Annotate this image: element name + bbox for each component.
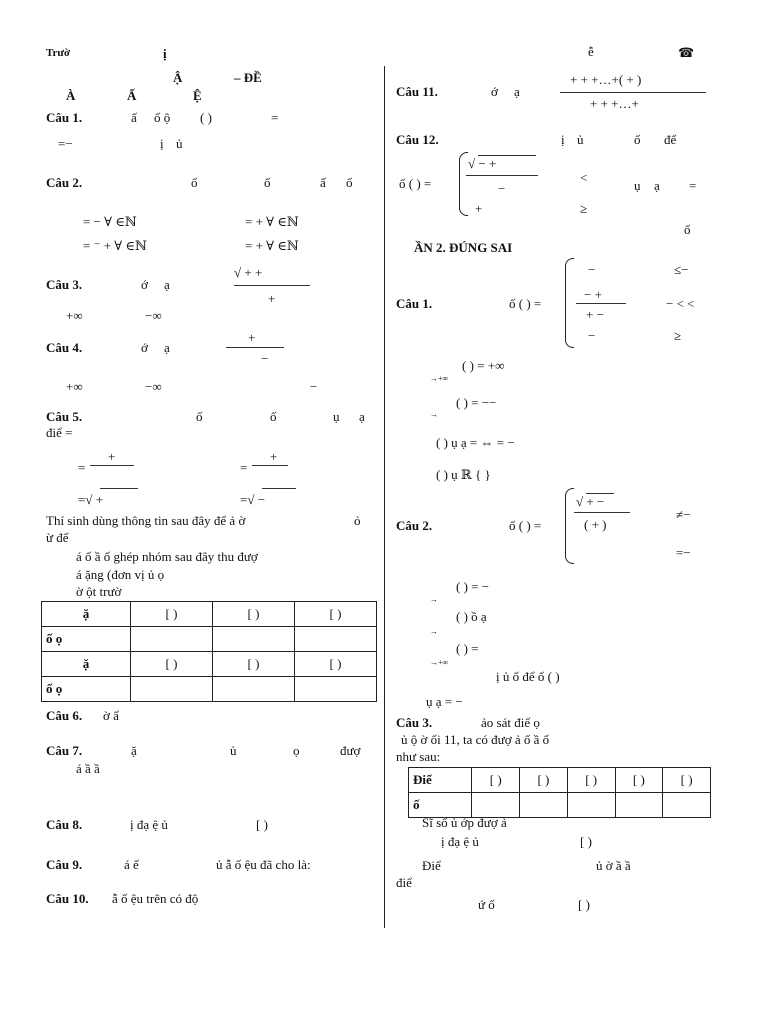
- header-right-text: ễ: [588, 44, 594, 59]
- question-6-label: Câu 6.: [46, 708, 83, 723]
- q10-text: ẫ ố ệu trên có độ: [112, 891, 199, 906]
- q7-text-3: ọ: [293, 743, 300, 758]
- value-cell: [131, 677, 213, 702]
- info-line-5: ờ ột trườ: [76, 584, 122, 599]
- question-5-label: Câu 5.: [46, 409, 83, 424]
- q5-option-a-equals: =: [78, 460, 86, 475]
- q12-case-1-radical: [478, 155, 536, 156]
- q4-fraction-denominator: −: [261, 351, 269, 366]
- q11-text-1: ớ: [491, 84, 498, 99]
- interval-cell: [ ): [213, 652, 295, 677]
- p2-case-1-denominator: ( + ): [584, 517, 607, 532]
- part2-question-3-label: Câu 3.: [396, 715, 433, 730]
- q2-option-b: = + ∀ ∈ℕ: [245, 214, 299, 229]
- q12-condition-2: ≥: [580, 201, 588, 216]
- p1-case-2-numerator: − +: [584, 287, 602, 302]
- p1-statement-b-subscript: →: [430, 410, 438, 419]
- q2-option-c: = ⁻ + ∀ ∈ℕ: [83, 238, 147, 253]
- table-row: [42, 677, 377, 702]
- q7-line2: á ầ ầ: [76, 761, 100, 776]
- value-cell: [615, 793, 663, 818]
- q5-text-1: ố: [196, 409, 203, 424]
- q1-line2-b: ị: [160, 136, 164, 151]
- q5-option-a-bar: [90, 465, 134, 466]
- column-divider: [384, 66, 385, 928]
- q11-fraction-numerator: + + +…+( + ): [570, 72, 642, 87]
- q4-text-1: ớ: [141, 340, 148, 355]
- q5-option-c-radical: [100, 488, 138, 489]
- interval-cell: [ ): [520, 768, 568, 793]
- interval-cell: [ ): [615, 768, 663, 793]
- q12-case-1-bar: [466, 175, 538, 176]
- p1-case-1: −: [588, 262, 596, 277]
- p1-case-1-condition: ≤−: [674, 262, 689, 277]
- q2-option-d: = + ∀ ∈ℕ: [245, 238, 299, 253]
- title-part-e: Ệ: [193, 88, 202, 103]
- q12-text-8: ố: [684, 222, 691, 237]
- q9-text-2: ủ ẫ ố ệu đã cho là:: [216, 857, 311, 872]
- q7-text-4: đượ: [340, 743, 361, 758]
- p3-statement-c: Điể: [422, 858, 441, 873]
- p3-statement-d-interval: [ ): [578, 897, 590, 912]
- p2-statement-c-subscript: →+∞: [430, 658, 449, 667]
- question-2-label: Câu 2.: [46, 175, 83, 190]
- p1-case-2-denominator: + −: [586, 307, 604, 322]
- q12-case-2: +: [475, 201, 483, 216]
- question-7-label: Câu 7.: [46, 743, 83, 758]
- p2-statement-b-subscript: →: [430, 627, 438, 636]
- weight-frequency-table: [41, 601, 377, 702]
- q5-option-b-equals: =: [240, 460, 248, 475]
- q3-fraction-numerator: √ + +: [234, 265, 263, 280]
- q5-text-2: ố: [270, 409, 277, 424]
- title-part-b: – ĐỀ: [234, 70, 262, 85]
- q3-option-a: +∞: [66, 308, 83, 323]
- q1-line2-a: =−: [58, 136, 73, 151]
- q5-line2: điể =: [46, 425, 73, 440]
- p1-piecewise-brace: [565, 258, 574, 348]
- table-row: [42, 627, 377, 652]
- question-9-label: Câu 9.: [46, 857, 83, 872]
- q12-condition-1: <: [580, 170, 588, 185]
- title-part-a: Ậ: [173, 70, 183, 85]
- q7-text-1: ặ: [131, 743, 137, 758]
- p1-statement-a: ( ) = +∞: [462, 358, 505, 373]
- interval-cell: [ ): [663, 768, 711, 793]
- info-line-1-end: ỏ: [354, 513, 361, 528]
- info-line-1: Thí sinh dùng thông tin sau đây để ả ờ: [46, 513, 246, 528]
- q12-case-1-denominator: −: [498, 181, 506, 196]
- p1-case-3-condition: ≥: [674, 328, 682, 343]
- p3-line-3: như sau:: [396, 749, 441, 764]
- q1-equals: =: [271, 110, 279, 125]
- q5-option-c: =√ +: [78, 492, 104, 507]
- q11-fraction-denominator: + + +…+: [590, 96, 639, 111]
- value-cell: [295, 627, 377, 652]
- q4-option-d: −: [310, 379, 318, 394]
- p3-text-1: ảo sát điể ọ: [481, 715, 540, 730]
- q12-text-4: để: [664, 132, 677, 147]
- info-line-2: ừ để: [46, 530, 69, 545]
- interval-cell: [ ): [295, 602, 377, 627]
- p2-statement-b: ( ) ồ ạ: [456, 609, 487, 624]
- q5-option-d: =√ −: [240, 492, 266, 507]
- p2-piecewise-brace: [565, 488, 574, 564]
- p3-statement-c-line2: điể: [396, 875, 412, 890]
- q11-fraction-bar: [560, 92, 706, 93]
- p3-statement-d: ứ ố: [478, 897, 495, 912]
- value-cell: [520, 793, 568, 818]
- q12-function-name: ố ( ) =: [399, 176, 432, 191]
- p3-statement-b-interval: [ ): [580, 834, 592, 849]
- q4-text-2: ạ: [164, 340, 170, 355]
- q12-piecewise-brace: [459, 152, 468, 216]
- q3-text-1: ớ: [141, 277, 148, 292]
- p2-case-1-radical: [586, 493, 614, 494]
- p3-statement-b: ị đạ ệ ủ: [441, 834, 479, 849]
- p1-function-name: ố ( ) =: [509, 296, 542, 311]
- q7-text-2: ủ: [230, 743, 237, 758]
- header-center: ị: [163, 46, 167, 61]
- q5-option-a-numerator: +: [108, 449, 116, 464]
- q3-fraction-bar: [234, 285, 310, 286]
- q1-interval: ( ): [200, 110, 212, 125]
- p2-case-1-condition: ≠−: [676, 507, 691, 522]
- part-2-heading: ẦN 2. ĐÚNG SAI: [414, 240, 513, 255]
- q1-text-1: ấ: [131, 110, 137, 125]
- q12-case-1-numerator: √ − +: [468, 156, 497, 171]
- q2-text-3: ấ: [320, 175, 326, 190]
- info-line-4: á ặng (đơn vị ủ ọ: [76, 567, 165, 582]
- q4-option-b: −∞: [145, 379, 162, 394]
- interval-cell: [ ): [131, 652, 213, 677]
- p2-statement-d-cont: ụ ạ = −: [426, 694, 463, 709]
- interval-cell: [ ): [567, 768, 615, 793]
- q12-text-2: ủ: [577, 132, 584, 147]
- value-cell: [663, 793, 711, 818]
- p3-statement-a: Sĩ số ủ ớp đượ ả: [422, 815, 507, 830]
- p2-case-1-numerator: √ + −: [576, 494, 605, 509]
- q5-option-d-radical: [262, 488, 296, 489]
- p2-statement-c: ( ) =: [456, 641, 479, 656]
- q8-interval: [ ): [256, 817, 268, 832]
- question-10-label: Câu 10.: [46, 891, 89, 906]
- interval-cell: [ ): [472, 768, 520, 793]
- q5-option-b-bar: [252, 465, 288, 466]
- p1-statement-c: ( ) ụ ạ = ⇔ = −: [436, 435, 515, 450]
- p1-statement-d: ( ) ụ ℝ { }: [436, 467, 491, 482]
- phone-icon: ☎: [678, 45, 695, 60]
- q12-text-1: ị: [561, 132, 565, 147]
- p1-statement-b: ( ) = −−: [456, 395, 497, 410]
- q2-option-a: = − ∀ ∈ℕ: [83, 214, 137, 229]
- part2-question-2-label: Câu 2.: [396, 518, 433, 533]
- table-header-cell: ặ: [42, 652, 131, 677]
- q5-text-4: ạ: [359, 409, 365, 424]
- question-8-label: Câu 8.: [46, 817, 83, 832]
- school-name: Trườ: [46, 47, 71, 59]
- q2-text-4: ố: [346, 175, 353, 190]
- p2-function-name: ố ( ) =: [509, 518, 542, 533]
- q3-fraction-denominator: +: [268, 291, 276, 306]
- p3-statement-c-cont: ủ ờ ầ ầ: [596, 858, 631, 873]
- question-11-label: Câu 11.: [396, 84, 438, 99]
- p2-case-1-bar: [574, 512, 630, 513]
- table-header-cell: ố: [409, 793, 472, 818]
- q3-option-b: −∞: [145, 308, 162, 323]
- value-cell: [131, 627, 213, 652]
- q11-text-2: ạ: [514, 84, 520, 99]
- p1-case-2-condition: − < <: [666, 296, 695, 311]
- q6-text: ờ ẩ: [103, 708, 119, 723]
- p1-case-2-bar: [576, 303, 626, 304]
- score-frequency-table: [408, 767, 711, 818]
- value-cell: [567, 793, 615, 818]
- table-header-cell: ặ: [42, 602, 131, 627]
- q2-text-2: ố: [264, 175, 271, 190]
- question-4-label: Câu 4.: [46, 340, 83, 355]
- value-cell: [295, 677, 377, 702]
- q1-line2-c: ủ: [176, 136, 183, 151]
- question-12-label: Câu 12.: [396, 132, 439, 147]
- q9-text-1: á ế: [124, 857, 139, 872]
- table-row: [409, 768, 711, 793]
- title-part-c: À: [66, 88, 76, 103]
- p2-statement-a: ( ) = −: [456, 579, 490, 594]
- q12-text-7: =: [689, 178, 697, 193]
- interval-cell: [ ): [131, 602, 213, 627]
- q3-text-2: ạ: [164, 277, 170, 292]
- value-cell: [213, 627, 295, 652]
- p1-case-3: −: [588, 328, 596, 343]
- p3-line-2: ủ ộ ờ ối 11, ta có đượ ả ố ầ ố: [401, 732, 550, 747]
- table-row: [42, 602, 377, 627]
- q4-option-a: +∞: [66, 379, 83, 394]
- question-1-label: Câu 1.: [46, 110, 83, 125]
- table-row: [42, 652, 377, 677]
- table-row: [409, 793, 711, 818]
- part2-question-1-label: Câu 1.: [396, 296, 433, 311]
- p2-statement-d: ị ủ ố để ố ( ): [496, 669, 560, 684]
- q1-text-2: ố ộ: [154, 110, 171, 125]
- question-3-label: Câu 3.: [46, 277, 83, 292]
- title-part-d: Ấ: [127, 88, 137, 103]
- value-cell: [472, 793, 520, 818]
- value-cell: [213, 677, 295, 702]
- q2-text-1: ố: [191, 175, 198, 190]
- info-line-3: á ố ầ ố ghép nhóm sau đây thu đượ: [76, 549, 258, 564]
- q12-text-5: ụ: [634, 178, 641, 193]
- q5-text-3: ụ: [333, 409, 340, 424]
- q4-fraction-bar: [226, 347, 284, 348]
- table-header-cell: ố ọ: [42, 677, 131, 702]
- p2-case-2-condition: =−: [676, 545, 691, 560]
- interval-cell: [ ): [295, 652, 377, 677]
- q5-option-b-numerator: +: [270, 449, 278, 464]
- q12-text-3: ố: [634, 132, 641, 147]
- p1-statement-a-subscript: →+∞: [430, 374, 449, 383]
- table-header-cell: Điể: [409, 768, 472, 793]
- q12-text-6: ạ: [654, 178, 660, 193]
- table-header-cell: ố ọ: [42, 627, 131, 652]
- interval-cell: [ ): [213, 602, 295, 627]
- q4-fraction-numerator: +: [248, 330, 256, 345]
- p2-statement-a-subscript: →: [430, 595, 438, 604]
- q8-text: ị đạ ệ ủ: [130, 817, 168, 832]
